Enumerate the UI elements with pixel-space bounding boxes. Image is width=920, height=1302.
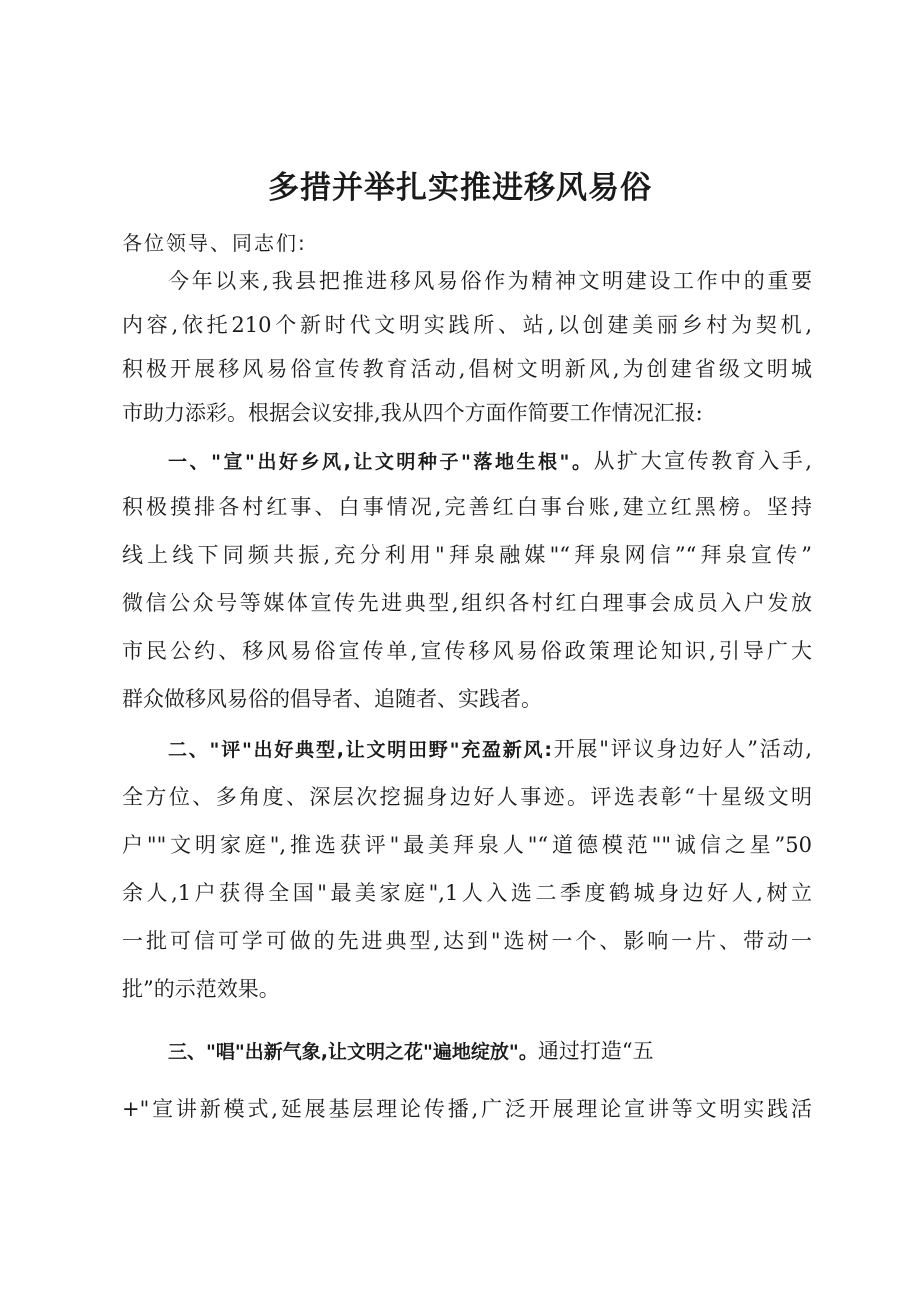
salutation: 各位领导、同志们: xyxy=(122,231,307,255)
section2-line-2: 全方位、多角度、深层次挖掘身边好人事迹。评选表彰“十星级文明 xyxy=(122,785,812,809)
section1-line-1 xyxy=(168,446,812,477)
intro-line-4: 市助力添彩。根据会议安排,我从四个方面作简要工作情况汇报: xyxy=(122,401,703,425)
intro-line-3: 积极开展移风易俗宣传教育活动,倡树文明新风,为创建省级文明城 xyxy=(122,357,812,381)
section2-line-1-rest: 开展"评议身边好人”活动, xyxy=(551,737,812,761)
document-title: 多措并举扎实推进移风易俗 xyxy=(268,170,652,206)
section1-line-2: 积极摸排各村红事、白事情况,完善红白事台账,建立红黑榜。坚持 xyxy=(122,495,812,519)
section3-line-2: +"宣讲新模式,延展基层理论传播,广泛开展理论宣讲等文明实践活 xyxy=(122,1097,812,1121)
section2-line-3: 户""文明家庭",推选获评"最美拜泉人"“道德模范""诚信之星”50 xyxy=(122,833,812,857)
section2-heading: 二、"评"出好典型,让文明田野"充盈新风: xyxy=(168,739,552,761)
section1-line-5: 市民公约、移风易俗宣传单,宣传移风易俗政策理论知识,引导广大 xyxy=(122,639,812,663)
section1-line-6: 群众做移风易俗的倡导者、追随者、实践者。 xyxy=(122,687,542,711)
section3-line-1-rest: 通过打造“五 xyxy=(537,1039,654,1063)
section1-line-1-rest: 从扩大宣传教育入手, xyxy=(593,449,812,473)
section2-line-6: 批”的示范效果。 xyxy=(122,977,280,1001)
section2-line-4: 余人,1户获得全国"最美家庭",1人入选二季度鹤城身边好人,树立 xyxy=(122,881,812,905)
section1-line-4: 微信公众号等媒体宣传先进典型,组织各村红白理事会成员入户发放 xyxy=(122,591,812,615)
section3-line-1 xyxy=(168,1036,812,1067)
section2-line-5: 一批可信可学可做的先进典型,达到"选树一个、影响一片、带动一 xyxy=(122,929,812,953)
section2-line-1 xyxy=(168,734,812,765)
intro-line-1: 今年以来,我县把推进移风易俗作为精神文明建设工作中的重要 xyxy=(168,269,812,293)
section3-heading: 三、"唱"出新气象,让文明之花"遍地绽放"。 xyxy=(168,1041,538,1063)
intro-line-2: 内容,依托210个新时代文明实践所、站,以创建美丽乡村为契机, xyxy=(122,313,812,337)
section1-heading: 一、"宣"出好乡风,让文明种子"落地生根"。 xyxy=(168,451,594,473)
section1-line-3: 线上线下同频共振,充分利用"拜泉融媒"“拜泉网信”“拜泉宣传” xyxy=(122,543,812,567)
